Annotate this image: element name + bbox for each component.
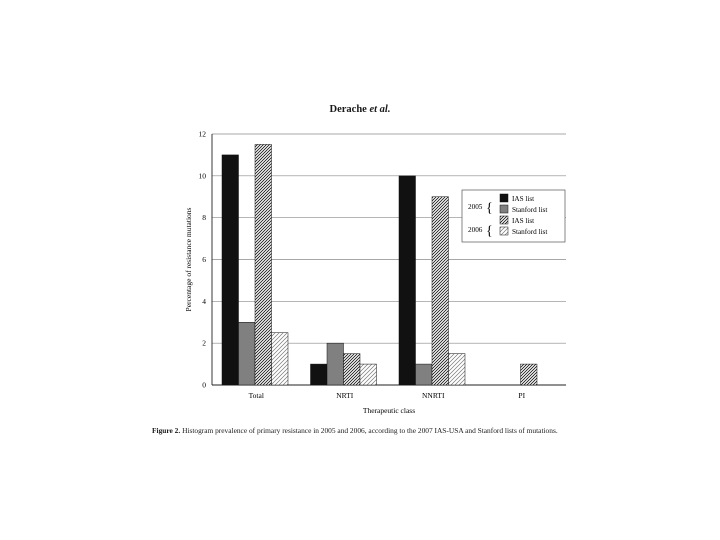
header-etal: et al.: [369, 104, 391, 115]
y-tick-label-4: 4: [202, 296, 206, 306]
bar-pi-2006-ias: [521, 364, 538, 385]
x-axis-title: Therapeutic class: [362, 406, 416, 415]
legend-swatch-2006-stanford: [500, 227, 508, 235]
x-tick-label-nnrti: NNRTI: [422, 391, 445, 400]
figure-caption: [152, 426, 612, 435]
bar-nrti-2006-stanford: [360, 364, 377, 385]
bar-total-2005-ias: [222, 155, 239, 385]
bar-nnrti-2006-ias: [432, 197, 449, 385]
legend-swatch-2006-ias: [500, 216, 508, 224]
x-tick-label-nrti: NRTI: [336, 391, 354, 400]
legend-swatch-2005-ias: [500, 194, 508, 202]
bar-nrti-2005-ias: [311, 364, 328, 385]
legend-label-2005-stanford: Stanford list: [512, 206, 548, 214]
caption-label: Figure 2.: [152, 426, 181, 435]
x-tick-label-pi: PI: [518, 391, 526, 400]
legend-label-2005-ias: IAS list: [512, 195, 535, 203]
legend-group-2006: 2006: [468, 226, 483, 234]
caption-text: Histogram prevalence of primary resistance in 2005 and 2006, according to the 2007 IAS-USA and Stanford lists of mutations.: [182, 426, 558, 435]
y-tick-label-2: 2: [202, 338, 206, 348]
x-tick-label-total: Total: [248, 391, 264, 400]
bar-nnrti-2005-ias: [399, 176, 416, 385]
legend-label-2006-ias: IAS list: [512, 217, 535, 225]
bar-nrti-2006-ias: [344, 354, 361, 385]
legend-brace-2005: {: [486, 201, 493, 216]
y-tick-label-12: 12: [198, 129, 206, 139]
y-tick-label-6: 6: [202, 255, 206, 264]
bar-total-2005-stanford: [239, 322, 256, 385]
bar-total-2006-stanford: [272, 333, 289, 385]
bar-nnrti-2006-stanford: [449, 354, 466, 385]
y-tick-label-10: 10: [198, 171, 206, 181]
bar-nnrti-2005-stanford: [416, 364, 433, 385]
legend-label-2006-stanford: Stanford list: [512, 228, 548, 236]
legend-brace-2006: {: [486, 224, 493, 239]
bar-total-2006-ias: [255, 144, 272, 385]
header-author: Derache: [329, 104, 367, 115]
bar-nrti-2005-stanford: [327, 343, 344, 385]
y-axis-title: Percentage of resistance mutations: [184, 207, 193, 312]
y-tick-label-0: 0: [202, 380, 206, 390]
legend-group-2005: 2005: [468, 203, 483, 211]
legend-swatch-2005-stanford: [500, 205, 508, 213]
y-tick-label-8: 8: [202, 213, 206, 223]
